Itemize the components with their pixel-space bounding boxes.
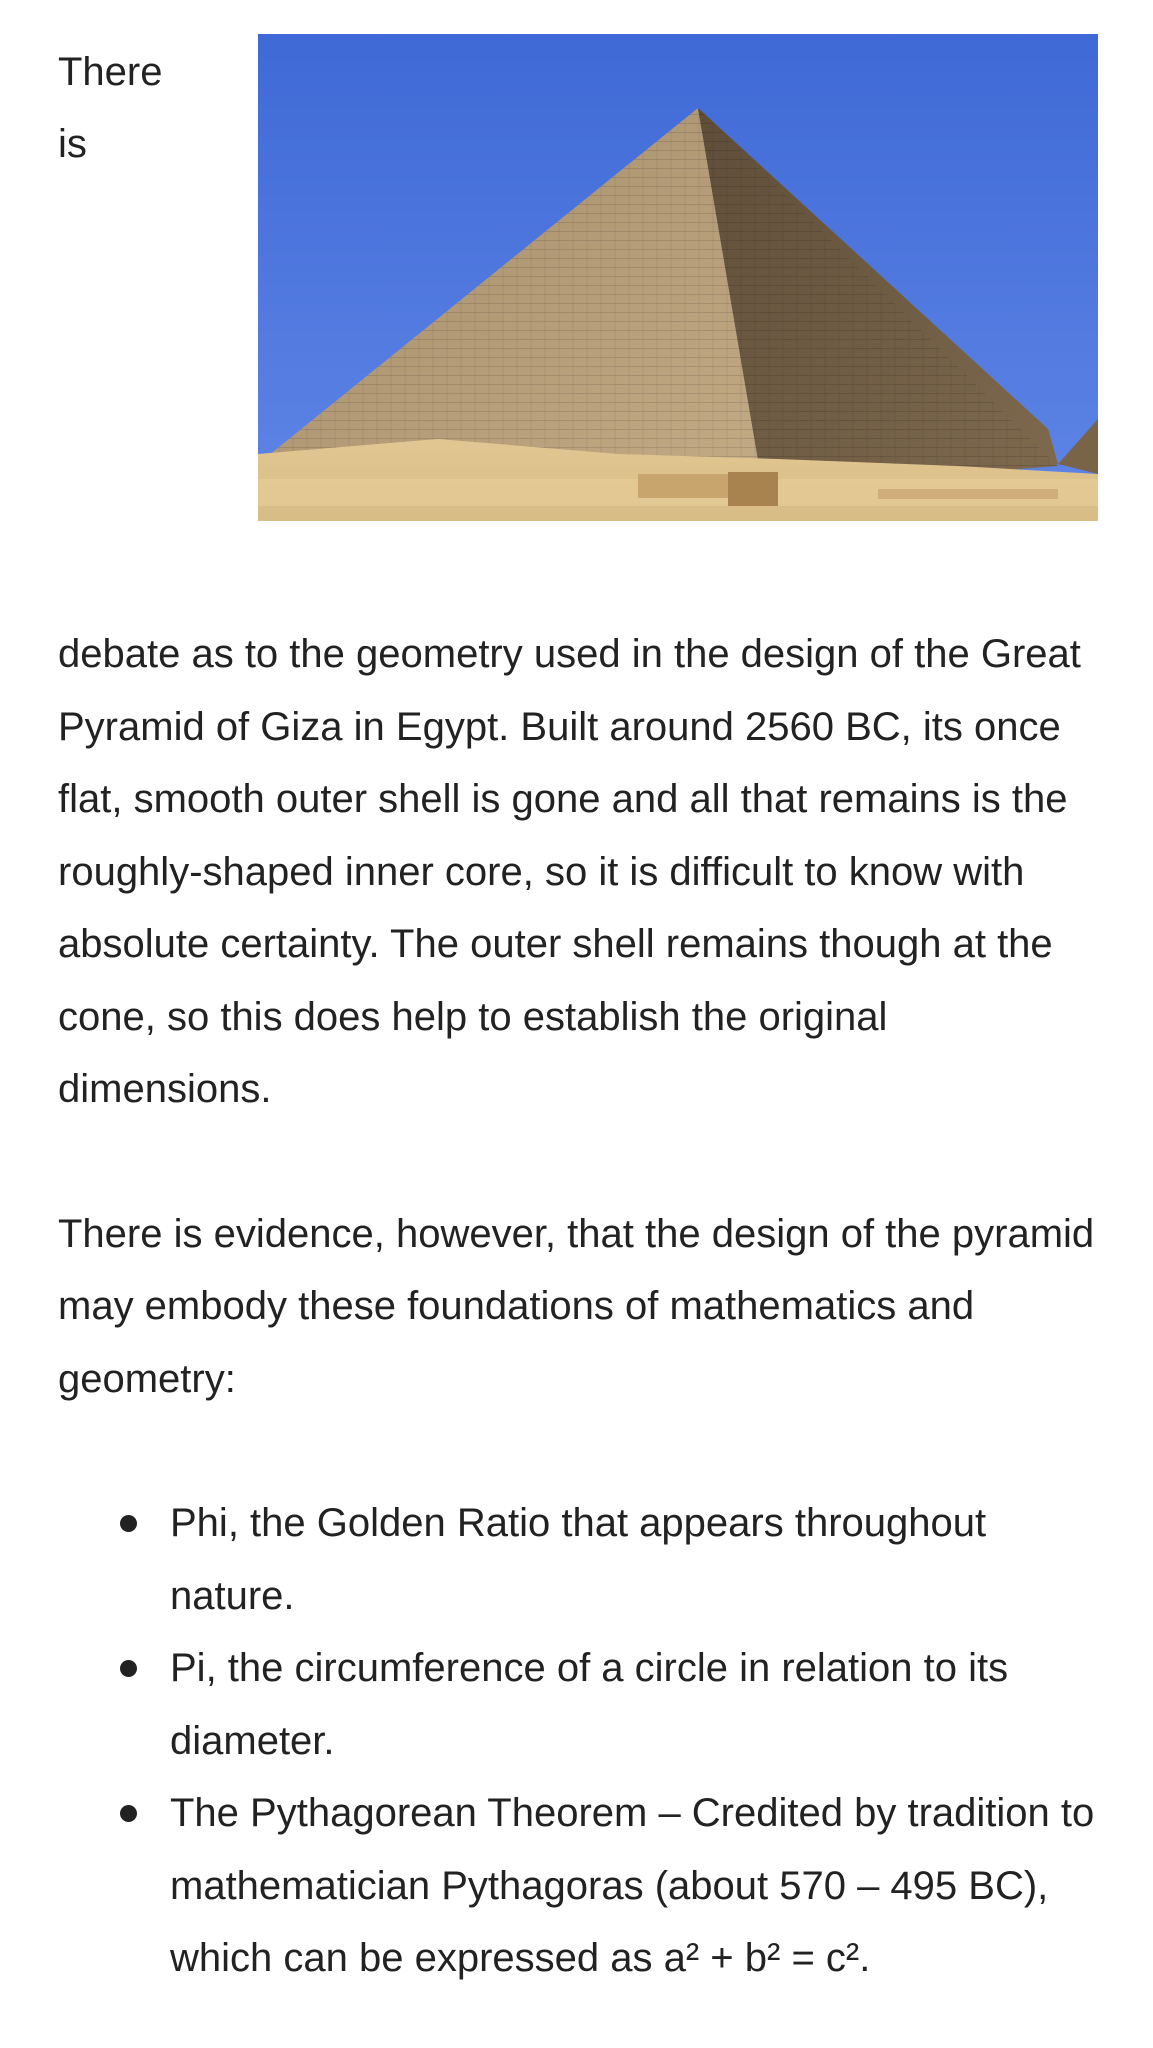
intro-lead-words: There is: [58, 50, 163, 166]
foundations-list: [58, 1487, 1098, 1995]
pyramid-image: [258, 34, 1098, 521]
intro-block: [58, 30, 1098, 530]
article: [58, 30, 1098, 1995]
paragraph-debate: debate as to the geometry used in the design of the Great Pyramid of Giza in Egypt. Built around 2560 BC, its once flat, smooth outer shell is gone and all that remains is the roughly-shaped inner core, so it is difficult to know with absolute certainty. The outer shell remains though at the cone, so this does help to establish the original dimensions.: [58, 632, 1081, 1111]
pyramid-photo-illustration: [258, 34, 1098, 521]
paragraph-evidence: There is evidence, however, that the design of the pyramid may embody these foundations of mathematics and geometry:: [58, 1211, 1095, 1401]
list-item-pythagorean: The Pythagorean Theorem – Credited by tradition to mathematician Pythagoras (about 570 – 495 BC), which can be expressed as a² + b² = c².: [170, 1777, 1098, 1995]
list-item-phi: Phi, the Golden Ratio that appears throughout nature.: [170, 1487, 1098, 1632]
list-item-pi: Pi, the circumference of a circle in relation to its diameter.: [170, 1632, 1098, 1777]
